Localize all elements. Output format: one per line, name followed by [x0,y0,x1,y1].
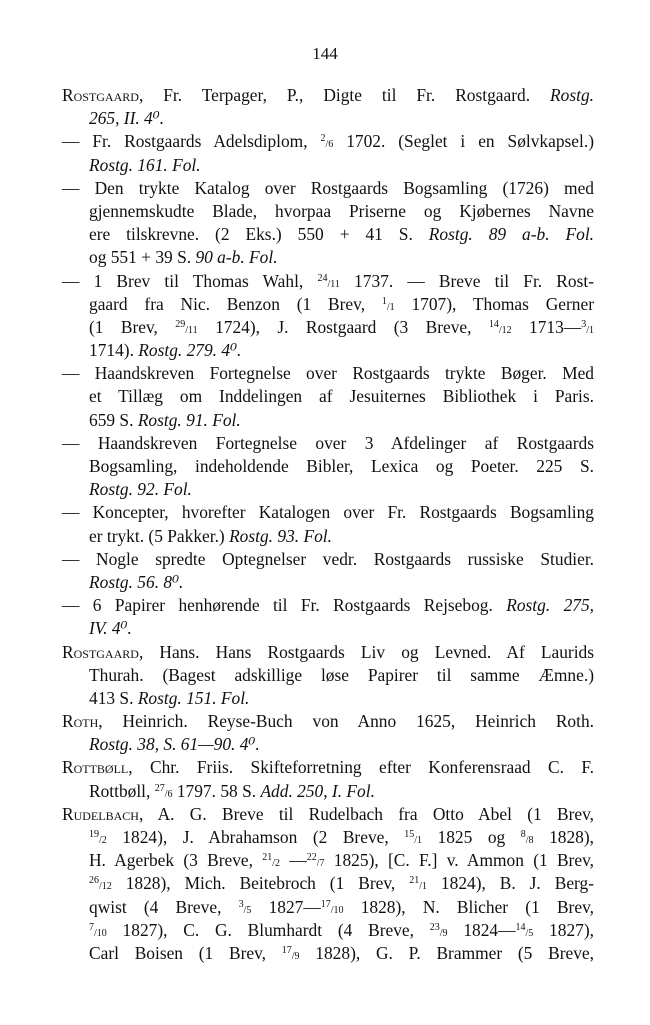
entry-line [62,617,594,640]
entry-line [62,130,594,153]
entry-author: Rottbøll [62,757,129,778]
entry-text: — [280,850,307,871]
entry-text: 17 [281,944,292,956]
entry-line [62,246,594,269]
entry-line [62,200,594,223]
entry-text: 1713— [511,316,582,337]
entry-shelfmark: Rostg. 275, [506,595,594,616]
entry-line [62,455,594,478]
entry-line [62,803,594,826]
entry-text: , Hans. Hans Rostgaards Liv og Levned. Af Laurids [138,641,594,662]
entry-shelfmark: Add. 250, I. Fol. [260,780,375,801]
entry-text: /11 [185,324,198,336]
entry-line [62,733,594,756]
entry-text: 1 [381,295,387,307]
entry-line [62,339,594,362]
catalog-entry [62,641,594,711]
entry-text: — Koncepter, hvorefter Katalogen over Fr. Rostgaards Bogsamling [62,502,594,523]
entry-text: /10 [330,904,344,916]
entry-line [62,525,594,548]
entry-text: /1 [414,835,423,846]
entry-text: 1828), Mich. Beitebroch (1 Brev, [111,873,410,894]
entry-text: /12 [498,324,512,336]
entry-text: 15 [404,829,415,840]
entry-text: gaard fra Nic. Benzon (1 Brev, [89,293,382,314]
entry-text: 7 [89,921,94,933]
entry-text: — Fr. Rostgaards Adelsdiplom, [62,131,321,152]
entry-shelfmark: Rostg. 151. Fol. [137,687,250,708]
entry-text: 26 [89,875,99,887]
entry-text: er trykt. (5 Pakker.) [89,525,230,546]
catalog-entry [62,362,594,432]
entry-text: /6 [164,788,173,800]
entry-author: Rudelbach [62,803,139,824]
entry-text: — 6 Papirer henhørende til Fr. Rostgaards Rejsebog. [62,595,507,616]
entry-text: , A. G. Breve til Rudelbach fra Otto Abel (1 Brev, [138,803,594,824]
entry-line [62,385,594,408]
catalog-entry [62,501,594,547]
entry-shelfmark: Rostg. 93. Fol. [229,525,332,546]
entry-line [62,270,594,293]
entry-text: , Fr. Terpager, P., Digte til Fr. Rostgaard. [138,85,551,105]
entry-text: 29 [175,318,186,330]
entry-text: og 551 + 39 S. [89,247,196,268]
catalog-entry [62,548,594,594]
entry-text: /1 [419,881,427,893]
entry-line [62,293,594,316]
entry-text: Rottbøll, [89,780,155,801]
entry-text: (1 Brev, [89,316,176,337]
entry-text: 2 [320,133,326,145]
entry-line [62,409,594,432]
entry-author: Roth [62,711,99,732]
entry-shelfmark: IV. 4⁰. [89,618,132,639]
entry-line [62,177,594,200]
entry-text: qwist (4 Breve, [89,896,239,917]
entry-line [62,942,594,965]
entry-line [62,84,594,107]
entry-line [62,641,594,664]
entry-line [62,896,594,919]
catalog-entry [62,432,594,502]
entry-text: /8 [525,835,534,846]
entry-text: 27 [154,782,165,794]
entry-text: H. Agerbek (3 Breve, [89,850,263,871]
entry-line [62,710,594,733]
entry-text: /2 [272,858,281,870]
entry-text: 1724), J. Rostgaard (3 Breve, [197,316,489,337]
entry-text: /11 [327,278,340,290]
catalog-entry [62,803,594,965]
entry-text: /5 [525,927,534,939]
entry-line [62,872,594,895]
entry-text: — Haandskreven Fortegnelse over 3 Afdelinger af Rostgaards [62,432,594,453]
entry-text: /2 [99,835,107,846]
entry-text: , Heinrich. Reyse-Buch von Anno 1625, Heinrich Roth. [98,711,594,732]
entry-line [62,756,594,779]
entry-text: — Den trykte Katalog over Rostgaards Bogsamling (1726) med [62,177,594,198]
entry-line [62,154,594,177]
entry-text: — Haandskreven Fortegnelse over Rostgaards trykte Bøger. Med [62,363,594,384]
catalog-entry [62,84,594,130]
entry-text: /1 [586,324,594,336]
entry-text: 17 [320,898,331,910]
catalog-entries [62,84,594,965]
entry-text: 1824), J. Abrahamson (2 Breve, [106,827,405,847]
entry-text: 19 [89,829,99,840]
entry-text: 8 [520,829,526,840]
entry-text: 1828), N. Blicher (1 Brev, [343,896,594,917]
entry-text: 1737. — Breve til Fr. Rost- [339,270,594,291]
entry-line [62,571,594,594]
catalog-entry [62,710,594,756]
entry-shelfmark: Rostg. 56. 8⁰. [89,571,184,592]
entry-text: Bogsamling, indeholdende Bibler, Lexica og Poeter. 225 S. [89,456,594,476]
entry-text: 1827), [533,919,594,940]
entry-text: 1824— [447,919,516,940]
entry-shelfmark: Rostg. 279. 4⁰. [138,340,242,361]
entry-line [62,780,594,803]
entry-shelfmark: Rostg. 161. Fol. [89,154,201,175]
entry-text: /12 [99,881,112,893]
catalog-entry [62,756,594,802]
entry-line [62,432,594,455]
entry-text: 1827— [251,896,321,917]
entry-shelfmark: Rostg. 38, S. 61—90. 4⁰. [89,734,260,755]
entry-line [62,826,594,849]
page-number: 144 [312,44,338,63]
entry-text: 1827), C. G. Blumhardt (4 Breve, [106,919,430,940]
entry-line [62,107,594,130]
entry-text: /6 [325,139,334,151]
catalog-entry [62,130,594,176]
entry-text: /9 [291,950,300,962]
entry-text: 1828), G. P. Brammer (5 Breve, [299,942,594,963]
entry-text: 3 [238,898,244,910]
catalog-entry [62,270,594,363]
entry-text: 1824), B. J. Berg- [426,873,595,894]
entry-text: /5 [243,904,252,916]
entry-text: /10 [94,927,107,939]
entry-line [62,919,594,942]
entry-text: /9 [439,927,448,939]
entry-text: 1797. 58 S. [172,780,261,801]
entry-text: 21 [262,852,273,864]
entry-author: Rostgaard [62,85,139,105]
catalog-entry [62,594,594,640]
entry-line [62,316,594,339]
entry-text: 1714). [89,340,139,361]
entry-text: 1707), Thomas Gerner [394,293,594,314]
entry-line [62,849,594,872]
entry-shelfmark: Rostg. 89 a-b. Fol. [428,224,595,245]
entry-shelfmark: Rostg. 92. Fol. [89,479,192,500]
entry-text: gjennemskudte Blade, hvorpaa Priserne og Kjøbernes Navne [89,200,594,221]
entry-line [62,478,594,501]
entry-text: Thurah. (Bagest adskillige løse Papirer til samme Æmne.) [89,664,594,685]
entry-shelfmark: Rostg. [550,85,594,105]
entry-shelfmark: 265, II. 4⁰. [89,108,165,129]
entry-text: /7 [316,858,325,870]
entry-text: 1702. (Seglet i en Sølvkapsel.) [333,131,594,152]
entry-line [62,223,594,246]
entry-text: 659 S. [89,409,138,430]
entry-text: , Chr. Friis. Skifteforretning efter Konferensraad C. F. [128,757,594,778]
entry-text: et Tillæg om Inddelingen af Jesuiternes Bibliothek i Paris. [89,386,594,407]
entry-line [62,594,594,617]
entry-text: 413 S. [89,687,138,708]
entry-line [62,664,594,687]
entry-text: 1825), [C. F.] v. Ammon (1 Brev, [324,850,594,871]
entry-shelfmark: 90 a-b. Fol. [195,247,278,268]
entry-text: /1 [386,301,395,313]
entry-text: 23 [429,921,440,933]
entry-line [62,687,594,710]
entry-text: — Nogle spredte Optegnelser vedr. Rostgaards russiske Studier. [62,548,594,569]
entry-text: 14 [488,318,499,330]
entry-text: 1825 og [422,827,521,847]
entry-text: ere tilskrevne. (2 Eks.) 550 + 41 S. [89,224,429,245]
entry-text: 24 [317,272,328,284]
entry-line [62,548,594,571]
catalog-entry [62,177,594,270]
entry-shelfmark: Rostg. 91. Fol. [137,409,241,430]
entry-author: Rostgaard [62,641,139,662]
entry-text: 1828), [533,827,594,847]
entry-line [62,362,594,385]
entry-text: 3 [581,318,587,330]
entry-line [62,501,594,524]
entry-text: 14 [515,921,526,933]
entry-text: Carl Boisen (1 Brev, [89,942,282,963]
entry-text: 22 [306,852,317,864]
entry-text: 21 [409,875,420,887]
entry-text: — 1 Brev til Thomas Wahl, [62,270,318,291]
